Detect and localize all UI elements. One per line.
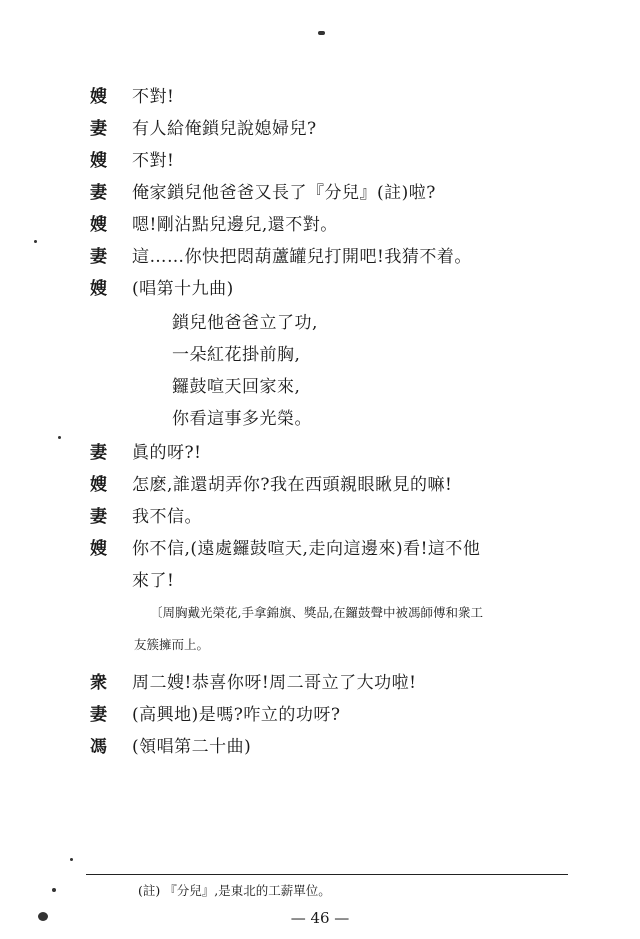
dialogue-line — [90, 704, 341, 726]
stage-direction: 友簇擁而上。 — [134, 637, 210, 652]
line-text: 嗯!剛沾點兒邊兒,還不對。 — [132, 215, 338, 235]
speaker-label: 嫂 — [90, 151, 108, 171]
line-text: 怎麽,誰還胡弄你?我在西頭親眼瞅見的嘛! — [132, 475, 453, 495]
dialogue-line — [90, 278, 234, 300]
scan-speck — [34, 240, 37, 243]
dialogue-line — [90, 474, 452, 496]
line-text: 周二嫂!恭喜你呀!周二哥立了大功啦! — [132, 673, 417, 693]
dialogue-line — [90, 86, 174, 108]
verse-line: 鑼鼓喧天回家來, — [172, 377, 301, 397]
speaker-label: 妻 — [90, 247, 108, 267]
verse-line: 一朵紅花掛前胸, — [172, 345, 301, 365]
dialogue-line — [90, 214, 338, 236]
footnote: (註) 『分兒』,是東北的工薪單位。 — [138, 883, 331, 898]
dialogue-line — [90, 672, 417, 694]
speaker-label: 妻 — [90, 443, 108, 463]
stage-direction: 〔周胸戴光榮花,手拿錦旗、獎品,在鑼鼓聲中被馮師傅和衆工 — [150, 605, 483, 620]
dialogue-line — [90, 736, 251, 758]
line-text: 你不信,(遠處鑼鼓喧天,走向這邊來)看!這不他 — [132, 539, 481, 559]
dialogue-line — [90, 246, 472, 268]
dialogue-line — [90, 538, 480, 560]
line-text: (高興地)是嗎?咋立的功呀? — [132, 705, 341, 725]
speaker-label: 嫂 — [90, 87, 108, 107]
continuation-line: 來了! — [132, 571, 175, 591]
line-text: 這……你快把悶葫蘆罐兒打開吧!我猜不着。 — [132, 247, 472, 267]
dialogue-line — [90, 182, 436, 204]
verse-line: 鎖兒他爸爸立了功, — [172, 313, 318, 333]
scan-speck — [52, 888, 56, 892]
scan-speck — [70, 858, 73, 861]
footnote-divider — [86, 874, 568, 875]
speaker-label: 嫂 — [90, 279, 108, 299]
line-text: 眞的呀?! — [132, 443, 202, 463]
line-text: (領唱第二十曲) — [132, 737, 252, 757]
speaker-label: 妻 — [90, 183, 108, 203]
line-text: 有人給俺鎖兒說媳婦兒? — [132, 119, 317, 139]
speaker-label: 馮 — [90, 737, 108, 757]
line-text: 我不信。 — [132, 507, 202, 527]
speaker-label: 嫂 — [90, 539, 108, 559]
page-number: — 46 — — [290, 909, 350, 927]
verse-line: 你看這事多光榮。 — [172, 409, 312, 429]
speaker-label: 嫂 — [90, 475, 108, 495]
speaker-label: 妻 — [90, 507, 108, 527]
line-text: 不對! — [132, 151, 175, 171]
scan-speck — [318, 31, 325, 35]
speaker-label: 嫂 — [90, 215, 108, 235]
speaker-label: 妻 — [90, 119, 108, 139]
scan-speck — [38, 912, 48, 921]
scan-speck — [58, 436, 61, 439]
dialogue-line — [90, 150, 174, 172]
line-text: (唱第十九曲) — [132, 279, 234, 299]
speaker-label: 衆 — [90, 673, 108, 693]
line-text: 不對! — [132, 87, 175, 107]
dialogue-line — [90, 442, 201, 464]
dialogue-line — [90, 506, 202, 528]
line-text: 俺家鎖兒他爸爸又長了『分兒』(註)啦? — [132, 183, 436, 203]
dialogue-line — [90, 118, 317, 140]
speaker-label: 妻 — [90, 705, 108, 725]
